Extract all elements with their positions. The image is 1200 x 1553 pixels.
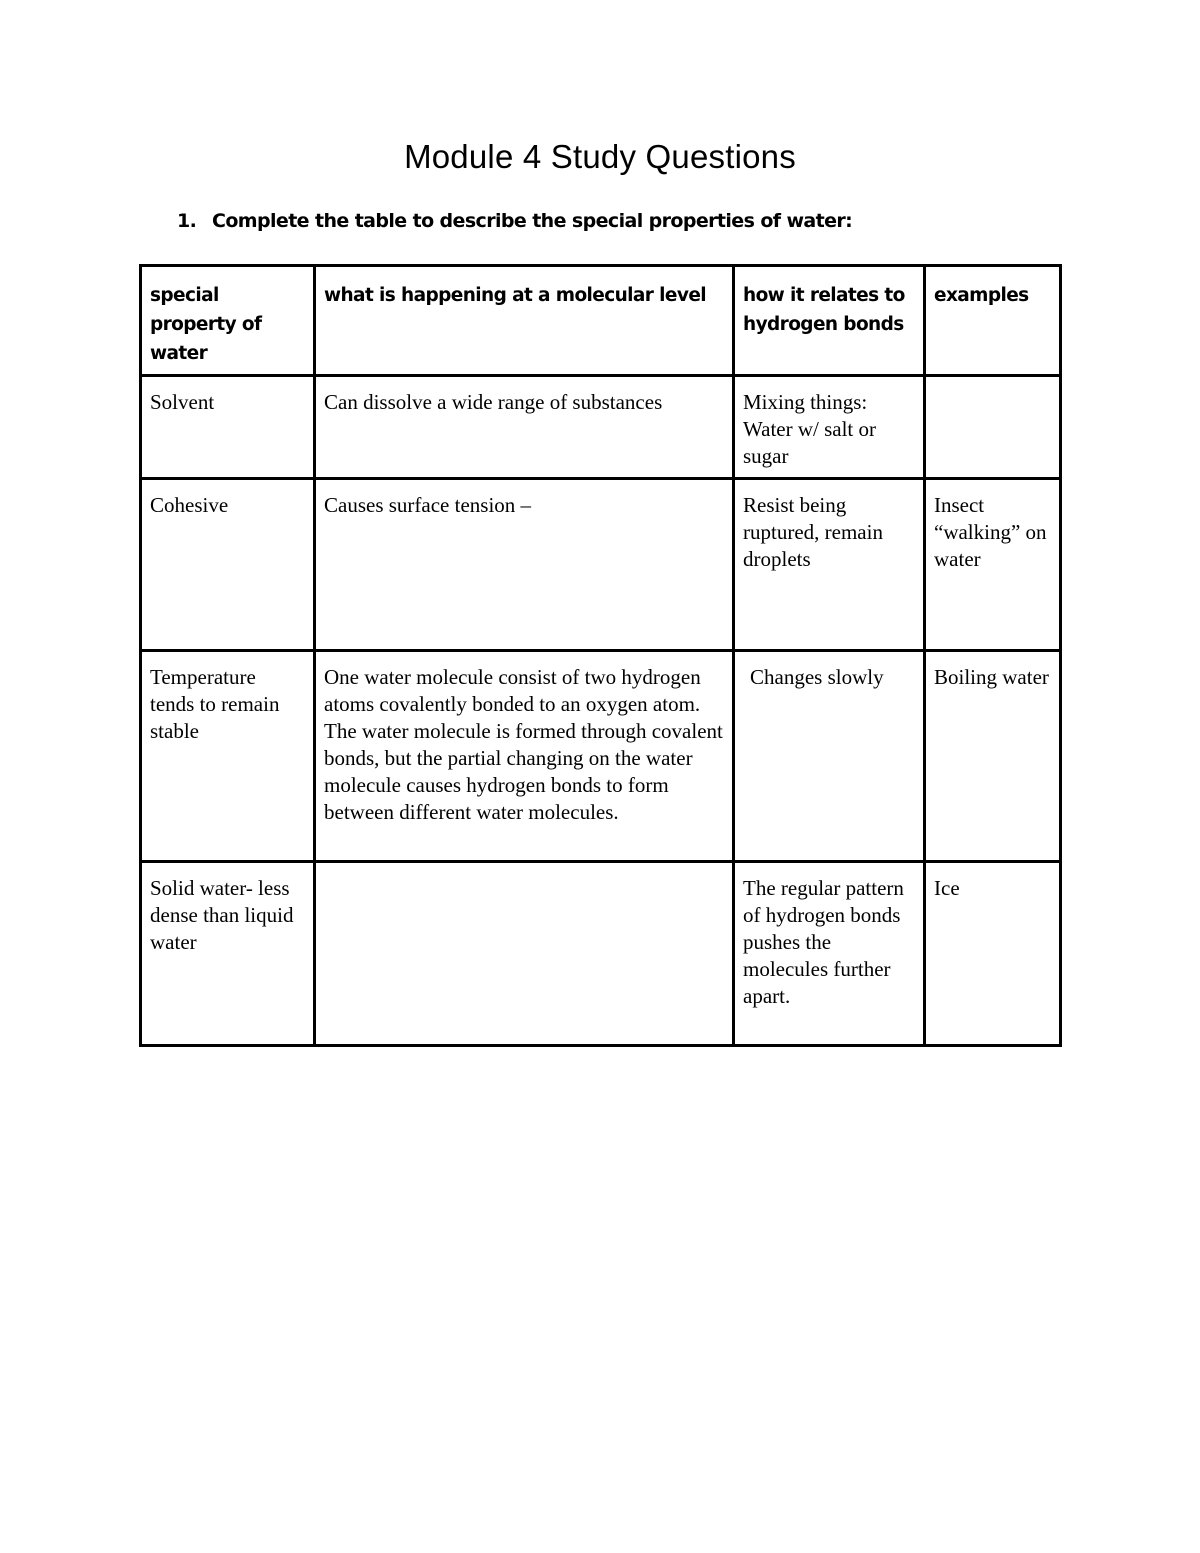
header-molecular: what is happening at a molecular level [315,266,734,376]
cell-property: Solid water- less dense than liquid water [141,862,315,1046]
cell-hydrogen-bonds: The regular pattern of hydrogen bonds pushes the molecules further apart. [734,862,925,1046]
header-examples: examples [925,266,1061,376]
cell-molecular: Causes surface tension – [315,479,734,651]
cell-molecular: Can dissolve a wide range of substances [315,376,734,479]
cell-property: Temperature tends to remain stable [141,651,315,862]
table-row [141,862,1061,1046]
cell-hydrogen-bonds: Resist being ruptured, remain droplets [734,479,925,651]
cell-molecular [315,862,734,1046]
cell-examples [925,376,1061,479]
table-header-row [141,266,1061,376]
table-row [141,479,1061,651]
cell-molecular: One water molecule consist of two hydrogen atoms covalently bonded to an oxygen atom. The water molecule is formed through covalent bonds, but the partial changing on the water molecule causes hydrogen bonds to form between different water molecules. [315,651,734,862]
cell-examples: Insect “walking” on water [925,479,1061,651]
water-properties-table [139,264,1062,1047]
question-text: Complete the table to describe the special properties of water: [212,210,853,232]
question-1 [177,210,852,232]
cell-property: Cohesive [141,479,315,651]
cell-examples: Boiling water [925,651,1061,862]
table-row [141,651,1061,862]
table-row [141,376,1061,479]
header-hydrogen-bonds: how it relates to hydrogen bonds [734,266,925,376]
page-title: Module 4 Study Questions [404,138,796,175]
question-number: 1. [177,210,197,232]
cell-hydrogen-bonds: Mixing things: Water w/ salt or sugar [734,376,925,479]
header-property: special property of water [141,266,315,376]
cell-examples: Ice [925,862,1061,1046]
cell-hydrogen-bonds: Changes slowly [734,651,925,862]
cell-property: Solvent [141,376,315,479]
